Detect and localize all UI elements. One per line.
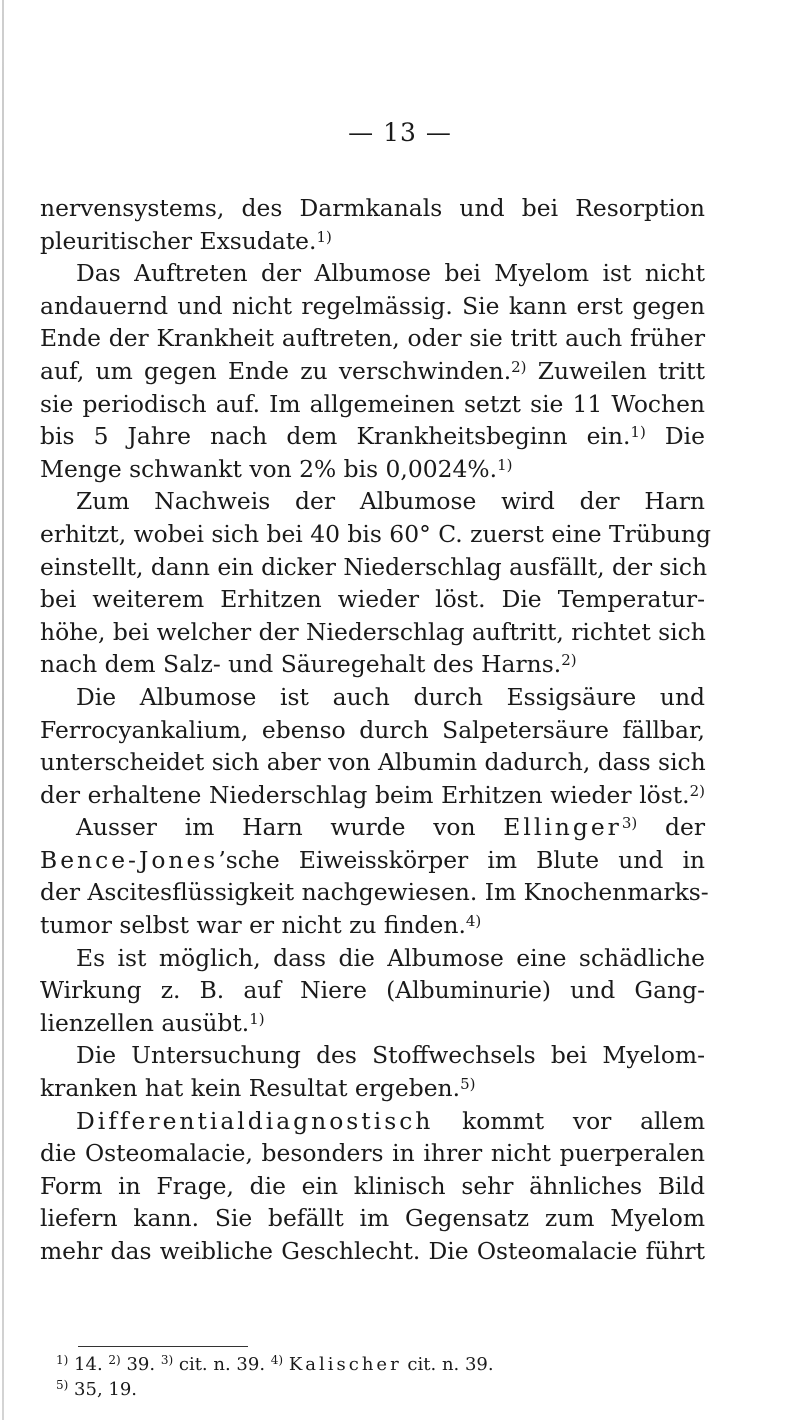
footnote-author: Kalischer [288, 1354, 402, 1375]
text-line [40, 681, 705, 714]
footnote-ref: 1) [630, 423, 646, 442]
text-line [40, 583, 705, 616]
body-text [40, 192, 711, 1268]
line-text: Zum Nachweis der Albumose wird der Harn [76, 487, 705, 516]
line-text: mehr das weibliche Geschlecht. Die Osteomalacie führt [40, 1237, 705, 1265]
line-text: Menge schwankt von 2% bis 0,0024%. [40, 454, 498, 483]
line-text: die Osteomalacie, besonders in ihrer nicht puerperalen [40, 1139, 705, 1168]
text-line [40, 714, 705, 747]
line-text: Ende der Krankheit auftreten, oder sie tritt auch früher [40, 324, 705, 353]
line-text: Wirkung z. B. auf Niere (Albuminurie) und Gang- [40, 976, 705, 1005]
footnote-ref: 1) [249, 1009, 265, 1028]
text-line [40, 257, 705, 290]
spaced-name: Bence-Jones [40, 845, 219, 874]
line-text: einstellt, dann ein dicker Niederschlag ausfällt, der sich [40, 552, 708, 581]
footnote-mark: 5) [56, 1378, 69, 1392]
text-line [40, 942, 705, 975]
line-text: sie periodisch auf. Im allgemeinen setzt sie 11 Wochen [40, 389, 705, 418]
line-text: lienzellen ausübt. [40, 1008, 250, 1037]
footnote-ref: 2) [689, 781, 705, 800]
line-text: Die [645, 422, 705, 451]
line-text: Ausser im Harn wurde von [76, 813, 504, 842]
footnote-rule [78, 1346, 248, 1347]
footnote-mark: 1) [56, 1353, 69, 1367]
text-line [40, 355, 705, 388]
footnote-line [56, 1352, 696, 1377]
text-line [40, 225, 705, 258]
footnotes [56, 1352, 696, 1402]
line-text: kranken hat kein Resultat ergeben. [40, 1074, 461, 1103]
footnote-ref: 4) [465, 912, 482, 931]
line-text: bis 5 Jahre nach dem Krankheitsbeginn ein. [40, 422, 631, 451]
page-number: — 13 — [348, 118, 452, 147]
scan-edge [2, 0, 4, 1420]
footnote-ref: 1) [497, 455, 513, 474]
line-text: Die Untersuchung des Stoffwechsels bei Myelom- [76, 1041, 705, 1070]
line-text: auf, um gegen Ende zu verschwinden. [40, 356, 512, 385]
text-line [40, 518, 711, 551]
text-line [40, 322, 705, 355]
line-text: Zuweilen tritt [526, 356, 705, 385]
line-text: der [637, 813, 705, 842]
text-line [40, 1137, 705, 1170]
text-line [40, 844, 705, 877]
text-line [40, 420, 705, 453]
text-line [40, 974, 705, 1007]
text-line [40, 485, 705, 518]
footnote-ref: 5) [460, 1075, 476, 1094]
footnote-text: 39. [120, 1354, 161, 1375]
line-text: pleuritischer Exsudate. [40, 226, 317, 255]
spaced-name: Ellinger [503, 813, 622, 842]
line-text: kommt vor allem [433, 1106, 705, 1135]
text-line [40, 648, 705, 681]
line-text: ’sche Eiweisskörper im Blute und in [218, 845, 705, 874]
footnote-text: 35, 19. [68, 1379, 138, 1400]
line-text: Ferrocyankalium, ebenso durch Salpetersäure fällbar, [40, 715, 705, 744]
footnote-ref: 2) [511, 357, 527, 376]
footnote-line [56, 1377, 696, 1402]
text-line [40, 1007, 705, 1040]
line-text: tumor selbst war er nicht zu finden. [40, 911, 466, 940]
text-line [40, 1072, 705, 1105]
line-text: bei weiterem Erhitzen wieder löst. Die Temperatur- [40, 585, 705, 614]
line-text: Es ist möglich, dass die Albumose eine schädliche [76, 943, 705, 972]
text-line [40, 779, 705, 812]
line-text: nach dem Salz- und Säuregehalt des Harns. [40, 650, 562, 679]
footnote-mark: 4) [270, 1353, 284, 1367]
text-line [40, 192, 705, 225]
footnote-text: 14. [68, 1354, 109, 1375]
text-line [40, 616, 705, 649]
line-text: Die Albumose ist auch durch Essigsäure und [76, 682, 705, 711]
footnote-mark: 2) [108, 1353, 121, 1367]
text-line [40, 876, 709, 909]
text-line [40, 811, 705, 844]
line-text: der Ascitesflüssigkeit nachgewiesen. Im Knochenmarks- [40, 878, 709, 907]
text-line [40, 746, 705, 779]
line-text: liefern kann. Sie befällt im Gegensatz zum Myelom [40, 1204, 705, 1233]
footnote-ref: 1) [316, 227, 332, 246]
text-line [40, 1039, 705, 1072]
text-line [40, 551, 708, 584]
line-text: nervensystems, des Darmkanals und bei Resorption [40, 194, 705, 222]
text-line [40, 1105, 705, 1138]
line-text: Das Auftreten der Albumose bei Myelom ist nicht [76, 259, 705, 288]
footnote-mark: 3) [160, 1353, 174, 1367]
text-line [40, 1235, 705, 1268]
line-text: der erhaltene Niederschlag beim Erhitzen wieder löst. [40, 780, 690, 809]
line-text: erhitzt, wobei sich bei 40 bis 60° C. zuerst eine Trübung [40, 519, 711, 548]
line-text: höhe, bei welcher der Niederschlag auftritt, richtet sich [40, 617, 706, 646]
footnote-ref: 2) [561, 651, 577, 670]
footnote-text: cit. n. 39. [173, 1354, 271, 1375]
line-text: andauernd und nicht regelmässig. Sie kann erst gegen [40, 291, 705, 320]
footnote-text: cit. n. 39. [401, 1354, 494, 1375]
spaced-term: Differentialdiagnostisch [76, 1106, 434, 1135]
text-line [40, 453, 705, 486]
text-line [40, 388, 705, 421]
text-line [40, 290, 705, 323]
footnote-ref: 3) [621, 814, 638, 833]
text-line [40, 1170, 705, 1203]
line-text: Form in Frage, die ein klinisch sehr ähnliches Bild [40, 1171, 705, 1200]
text-line [40, 909, 705, 942]
text-line [40, 1202, 705, 1235]
line-text: unterscheidet sich aber von Albumin dadurch, dass sich [40, 748, 706, 777]
